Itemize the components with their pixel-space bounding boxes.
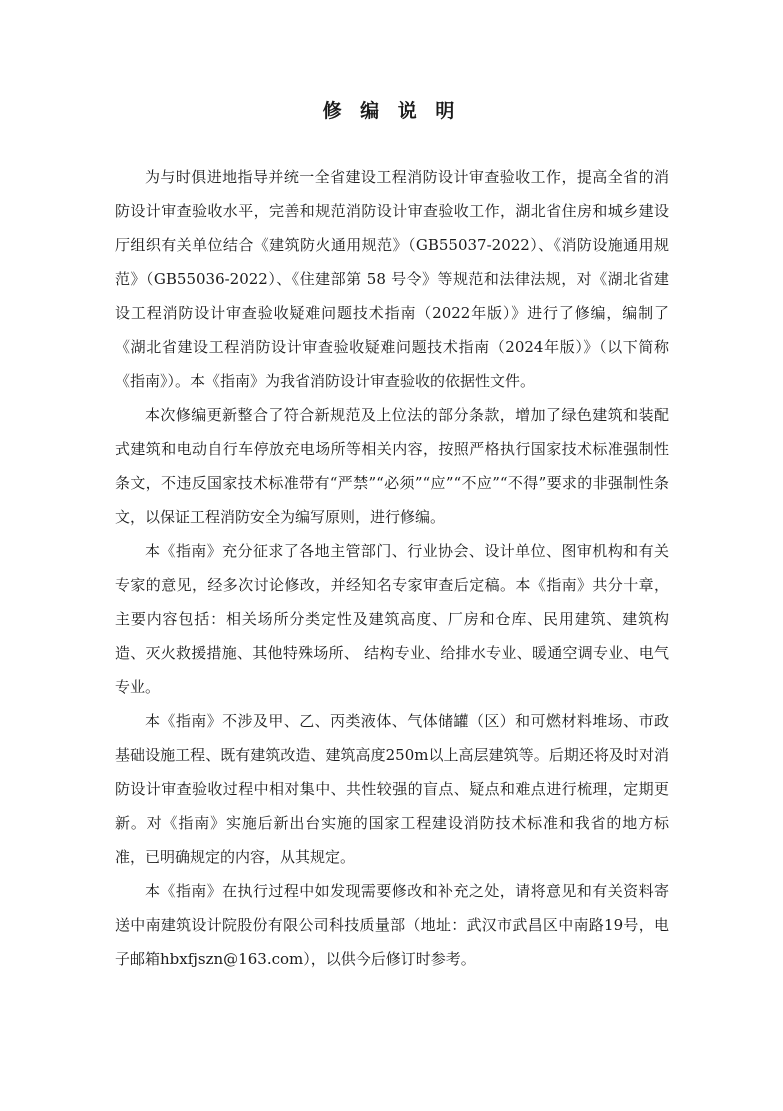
paragraph-review-process: 本《指南》充分征求了各地主管部门、行业协会、设计单位、图审机构和有关专家的意见，经多次讨论修改，并经知名专家审查后定稿。本《指南》共分十章，主要内容包括：相关场所分类定性及建筑高度、厂房和仓库、民用建筑、建筑构造、灭火救援措施、其他特殊场所、 结构专业、给排水专业、暖通空调专业、电气专业。 [115,542,669,696]
paragraph-feedback-contact: 本《指南》在执行过程中如发现需要修改和补充之处，请将意见和有关资料寄送中南建筑设计院股份有限公司科技质量部（地址：武汉市武昌区中南路19号，电子邮箱hbxfjszn@163.com），以供今后修订时参考。 [115,882,669,968]
document-body [115,160,669,976]
paragraph-exclusions: 本《指南》不涉及甲、乙、丙类液体、气体储罐（区）和可燃材料堆场、市政基础设施工程、既有建筑改造、建筑高度250m以上高层建筑等。后期还将及时对消防设计审查验收过程中相对集中、共性较强的盲点、疑点和难点进行梳理，定期更新。对《指南》实施后新出台实施的国家工程建设消防技术标准和我省的地方标准，已明确规定的内容，从其规定。 [115,712,669,866]
page-title: 修 编 说 明 [322,100,461,122]
paragraph-intro: 为与时俱进地指导并统一全省建设工程消防设计审查验收工作，提高全省的消防设计审查验收水平，完善和规范消防设计审查验收工作，湖北省住房和城乡建设厅组织有关单位结合《建筑防火通用规范》（GB55037-2022）、《消防设施通用规范》（GB55036-2022）、《住建部第 58 号令》等规范和法律法规，对《湖北省建设工程消防设计审查验收疑难问题技术指南（2022年版）》进行了修编，编制了《湖北省建设工程消防设计审查验收疑难问题技术指南（2024年版）》（以下简称《指南》）。本《指南》为我省消防设计审查验收的依据性文件。 [115,168,669,390]
paragraph-revision-scope: 本次修编更新整合了符合新规范及上位法的部分条款，增加了绿色建筑和装配式建筑和电动自行车停放充电场所等相关内容，按照严格执行国家技术标准强制性条文，不违反国家技术标准带有“严禁”“必须”“应”“不应”“不得”要求的非强制性条文，以保证工程消防安全为编写原则，进行修编。 [115,406,669,526]
